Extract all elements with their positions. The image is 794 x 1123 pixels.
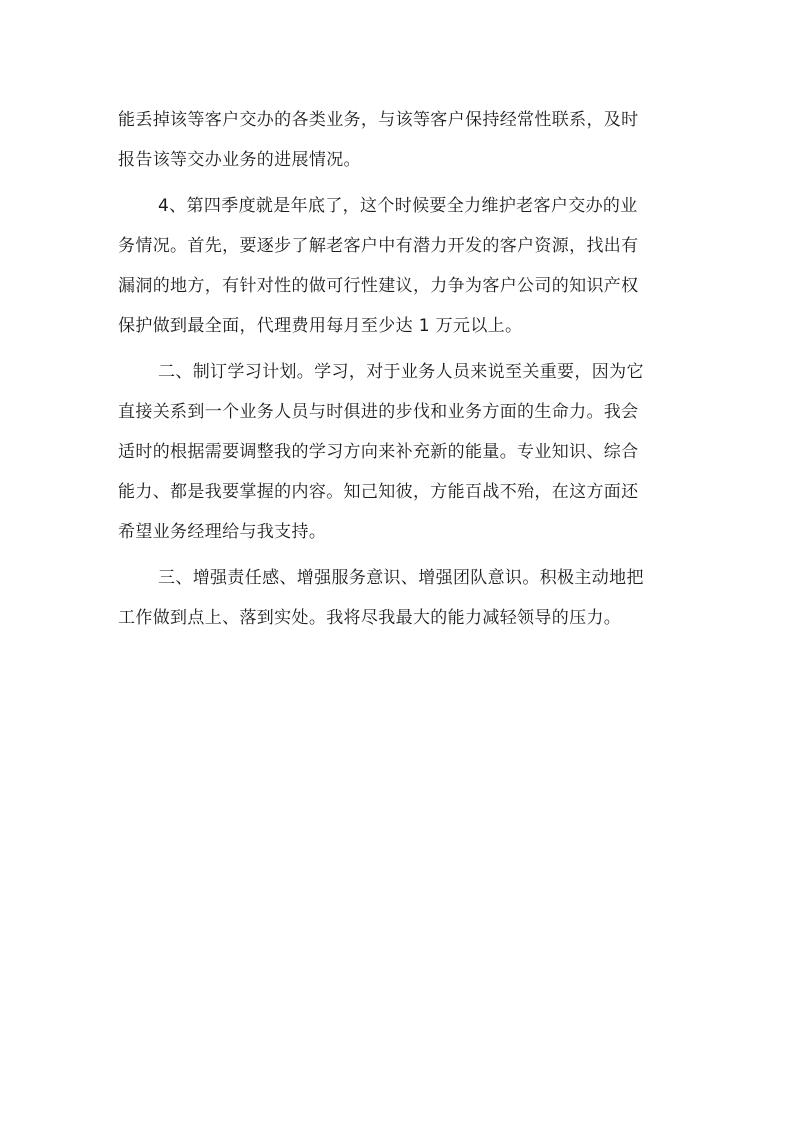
text-line: 务情况。首先，要逐步了解老客户中有潜力开发的客户资源，找出有 (118, 236, 639, 256)
text-line: 工作做到点上、落到实处。我将尽我最大的能力减轻领导的压力。 (118, 608, 622, 628)
text-line: 希望业务经理给与我支持。 (118, 522, 327, 542)
paragraph-continuation (118, 100, 678, 180)
text-line: 二、制订学习计划。学习，对于业务人员来说至关重要，因为它 (158, 362, 644, 382)
text-line: 漏洞的地方，有针对性的做可行性建议，力争为客户公司的知识产权 (118, 276, 639, 296)
text-line: 适时的根据需要调整我的学习方向来补充新的能量。专业知识、综合 (118, 442, 639, 462)
paragraph-item-4 (118, 186, 678, 346)
text-line: 三、增强责任感、增强服务意识、增强团队意识。积极主动地把 (158, 568, 644, 588)
paragraph-section-3 (118, 558, 678, 638)
text-line: 能力、都是我要掌握的内容。知己知彼，方能百战不殆，在这方面还 (118, 482, 639, 502)
document-body (118, 100, 678, 638)
text-line: 4、第四季度就是年底了，这个时候要全力维护老客户交办的业 (158, 196, 638, 216)
text-line: 报告该等交办业务的进展情况。 (118, 150, 361, 170)
text-line: 直接关系到一个业务人员与时俱进的步伐和业务方面的生命力。我会 (118, 402, 639, 422)
text-line: 能丢掉该等客户交办的各类业务，与该等客户保持经常性联系，及时 (118, 110, 639, 130)
text-line: 保护做到最全面，代理费用每月至少达 1 万元以上。 (118, 316, 523, 336)
paragraph-section-2 (118, 352, 678, 552)
